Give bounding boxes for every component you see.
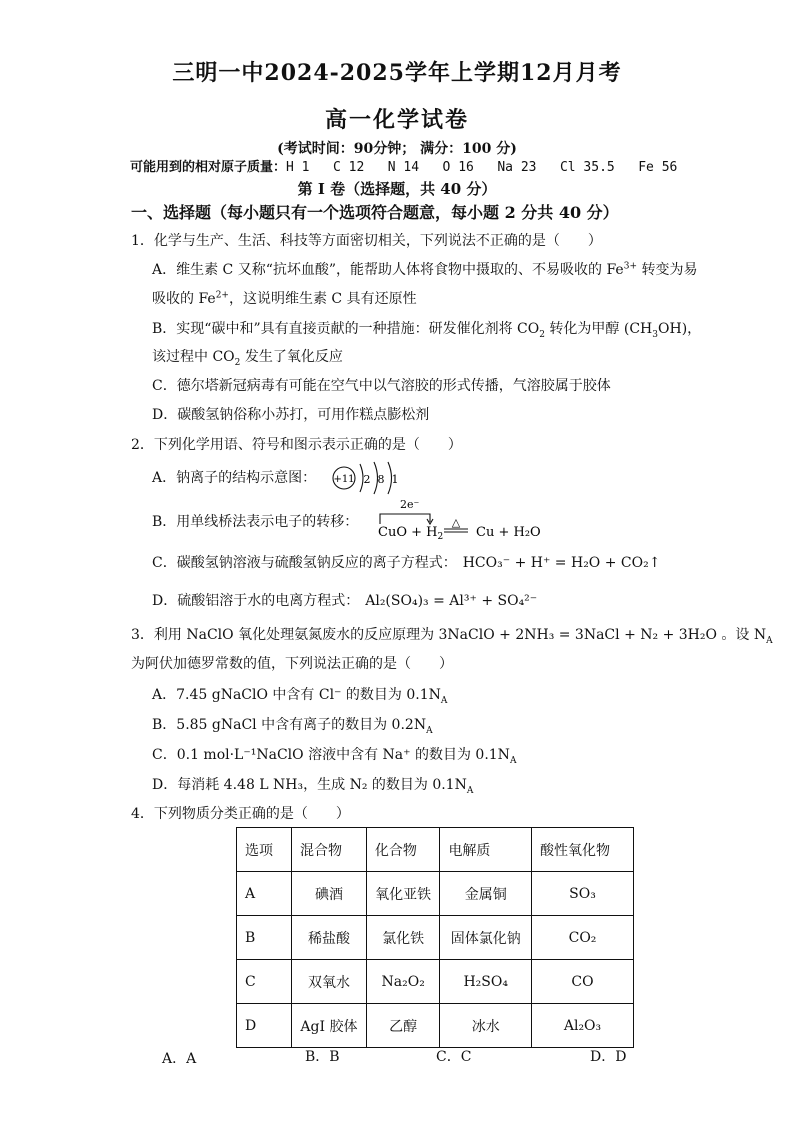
- table-cell: 双氧水: [292, 960, 367, 1004]
- q4-option-d: D．D: [590, 1049, 627, 1065]
- q4-option-c: C．C: [436, 1049, 472, 1065]
- table-cell: H₂SO₄: [440, 960, 532, 1004]
- single-bridge-arrow: [380, 514, 430, 524]
- table-cell: Al₂O₃: [532, 1004, 634, 1048]
- q1-option-b-cont: 该过程中 $CO_2$ 发生了氧化反应: [152, 349, 343, 368]
- table-header-cell: 酸性氧化物: [532, 828, 634, 872]
- table-row: [237, 960, 634, 1004]
- table-cell: Na₂O₂: [366, 960, 440, 1004]
- heat-symbol: △: [451, 516, 461, 529]
- table-cell: 冰水: [440, 1004, 532, 1048]
- electron-transfer-diagram: [366, 496, 546, 544]
- equation-right: Cu + H₂O: [476, 525, 541, 540]
- q1-option-d: D．碳酸氢钠俗称小苏打，可用作糕点膨松剂: [152, 407, 430, 423]
- q2-option-a: A．钠离子的结构示意图：: [152, 470, 317, 486]
- sodium-ion-diagram: [330, 458, 410, 498]
- equation-left: CuO + $H_2$: [378, 525, 444, 542]
- exam-title: 三明一中2024-2025学年上学期12月月考: [172, 60, 622, 86]
- q4-option-a: A．A: [162, 1051, 197, 1067]
- table-cell: 氯化铁: [366, 916, 440, 960]
- q4-option-b: B．B: [305, 1049, 340, 1065]
- q1-option-a: A．维生素 C 又称“抗坏血酸”，能帮助人体将食物中摄取的、不易吸收的 $Fe^{3+}$ 转变为易: [152, 261, 698, 278]
- table-cell: 金属铜: [440, 872, 532, 916]
- table-header-cell: 电解质: [440, 828, 532, 872]
- q2-option-b: B．用单线桥法表示电子的转移：: [152, 514, 359, 530]
- part-title: 第 I 卷（选择题，共 40 分）: [297, 180, 497, 198]
- table-cell: 乙醇: [366, 1004, 440, 1048]
- table-cell: 稀盐酸: [292, 916, 367, 960]
- electron-count-label: 2e⁻: [400, 498, 420, 511]
- table-cell: CO₂: [532, 916, 634, 960]
- table-row: [237, 1004, 634, 1048]
- table-cell: AgI 胶体: [292, 1004, 367, 1048]
- q2-option-d: D．硫酸铝溶于水的电离方程式： Al₂(SO₄)₃ = Al³⁺ + SO₄²⁻: [152, 593, 538, 609]
- atomic-mass-label: 可能用到的相对原子质量：: [130, 160, 287, 175]
- q3-option-b: B．5.85 gNaCl 中含有离子的数目为 $0.2N_A$: [152, 717, 433, 736]
- table-header-row: [237, 828, 634, 872]
- shell-2-count: 8: [377, 473, 385, 486]
- q3-option-a: A．7.45 gNaClO 中含有 Cl⁻ 的数目为 $0.1N_A$: [152, 687, 448, 706]
- table-cell: 氧化亚铁: [366, 872, 440, 916]
- atomic-mass-line: [130, 159, 677, 177]
- q2-d-equation: Al₂(SO₄)₃ = Al³⁺ + SO₄²⁻: [365, 593, 538, 609]
- table-row: [237, 916, 634, 960]
- q1-option-c: C．德尔塔新冠病毒有可能在空气中以气溶胶的形式传播，气溶胶属于胶体: [152, 378, 611, 394]
- table-cell: A: [237, 872, 292, 916]
- table-header-cell: 选项: [237, 828, 292, 872]
- q1-stem: 1．化学与生产、生活、科技等方面密切相关，下列说法不正确的是（ ）: [131, 233, 602, 249]
- table-row: [237, 872, 634, 916]
- q3-option-c: C．0.1 mol·L⁻¹NaClO 溶液中含有 Na⁺ 的数目为 $0.1N_A$: [152, 747, 517, 766]
- table-cell: CO: [532, 960, 634, 1004]
- q2-stem: 2．下列化学用语、符号和图示表示正确的是（ ）: [131, 437, 462, 453]
- nucleus-charge: +11: [333, 474, 355, 485]
- exam-info: (考试时间：90分钟； 满分：100 分): [277, 141, 517, 157]
- q2-option-c: C．碳酸氢钠溶液与硫酸氢钠反应的离子方程式： HCO₃⁻ + H⁺ = H₂O + CO₂↑: [152, 555, 661, 571]
- q1-option-b: B．实现“碳中和”具有直接贡献的一种措施：研发催化剂将 $CO_2$ 转化为甲醇 $(CH_3OH)$，: [152, 321, 702, 340]
- q1-option-a-cont: 吸收的 $Fe^{2+}$，这说明维生素 C 具有还原性: [152, 290, 417, 307]
- shell-1-count: 2: [363, 473, 371, 486]
- q2-c-equation: HCO₃⁻ + H⁺ = H₂O + CO₂↑: [462, 555, 661, 571]
- shell-3-count: 1: [391, 473, 399, 486]
- exam-subtitle: 高一化学试卷: [324, 107, 469, 133]
- classification-table: [236, 827, 634, 1048]
- table-cell: 固体氯化钠: [440, 916, 532, 960]
- q3-stem-cont: 为阿伏加德罗常数的值，下列说法正确的是（ ）: [131, 656, 453, 672]
- section-title: 一、选择题（每小题只有一个选项符合题意，每小题 2 分共 40 分）: [131, 203, 619, 222]
- atomic-mass-values: H 1 C 12 N 14 O 16 Na 23 Cl 35.5 Fe 56: [286, 160, 678, 175]
- q4-stem: 4．下列物质分类正确的是（ ）: [131, 806, 350, 822]
- table-header-cell: 混合物: [292, 828, 367, 872]
- table-cell: C: [237, 960, 292, 1004]
- table-cell: D: [237, 1004, 292, 1048]
- table-cell: B: [237, 916, 292, 960]
- q3-option-d: D．每消耗 4.48 L NH₃，生成 N₂ 的数目为 $0.1N_A$: [152, 777, 474, 796]
- table-cell: SO₃: [532, 872, 634, 916]
- q3-stem: 3．利用 NaClO 氧化处理氨氮废水的反应原理为 3NaClO + 2NH₃ = 3NaCl + N₂ + 3H₂O 。设 $N_A$: [131, 627, 773, 646]
- table-header-cell: 化合物: [366, 828, 440, 872]
- table-cell: 碘酒: [292, 872, 367, 916]
